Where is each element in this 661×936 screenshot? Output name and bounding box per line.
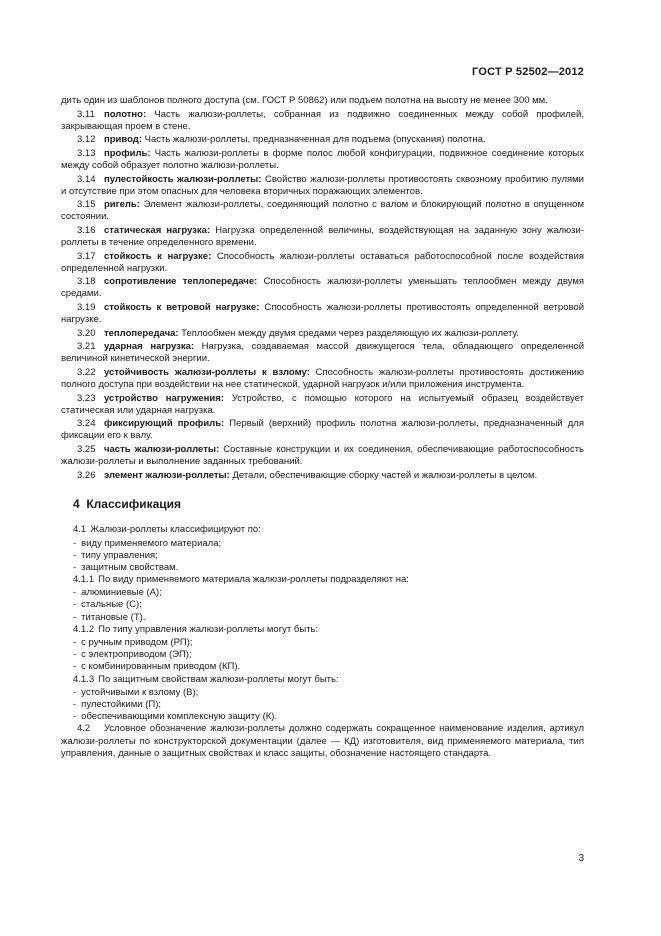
clause-4-2: 4.2 Условное обозначение жалюзи-роллеты должно содержать сокращенное наименование изделия, артикул жалюзи-роллеты по конструкторской документации (далее — КД) изготовителя, вид применяемого материала, тип управления, данные о защитных свойствах и класс защиты, обозначение настоящего стандарта. xyxy=(61,723,584,759)
definition-term: привод: xyxy=(104,134,142,146)
definition-term: профиль: xyxy=(104,147,151,159)
definition-term: теплопередача: xyxy=(104,327,179,339)
list-item: - с ручным приводом (РП); xyxy=(61,637,584,649)
definition-3-11: 3.11 полотно: Часть жалюзи-роллеты, собранная из подвижно соединенных между собой профилей, закрывающая проем в стене. xyxy=(61,108,584,132)
list-item: - устойчивыми к взлому (В); xyxy=(61,687,584,699)
definition-3-15: 3.15 ригель: Элемент жалюзи-роллеты, соединяющий полотно с валом и блокирующий полотно в опущенном состоянии. xyxy=(61,199,584,223)
definition-term: фиксирующий профиль: xyxy=(104,418,225,430)
list-item: - с электроприводом (ЭП); xyxy=(61,649,584,661)
definition-3-13: 3.13 профиль: Часть жалюзи-роллеты в форме полос любой конфигурации, подвижное соединение которых между собой образует полотно жалюзи-роллеты. xyxy=(61,147,584,171)
clause-4-1: 4.1 Жалюзи-роллеты классифицируют по: xyxy=(73,523,261,535)
definition-3-18: 3.18 сопротивление теплопередаче: Способность жалюзи-роллеты уменьшать теплообмен между двумя средами. xyxy=(61,276,584,300)
definition-text: Первый (верхний) профиль полотна жалюзи-роллеты, предназначенный для фиксации его к валу. xyxy=(61,418,584,442)
definition-term: ударная нагрузка: xyxy=(104,341,195,353)
definition-text: Теплообмен между двумя средами через разделяющую их жалюзи-роллету. xyxy=(178,327,519,339)
definition-text: Способность жалюзи-роллеты противостоять определенной ветровой нагрузке. xyxy=(61,302,585,326)
definition-term: полотно: xyxy=(104,108,147,120)
definition-term: статическая нагрузка: xyxy=(104,224,211,236)
list-item: - пулестойкими (П); xyxy=(61,699,584,711)
definition-3-14: 3.14 пулестойкость жалюзи-роллеты: Свойство жалюзи-роллеты противостоять сквозному пробитию пулями и отсутствие при этом опасных для человека вторичных поражающих элементов. xyxy=(61,173,584,197)
list-4-1-1 xyxy=(61,587,584,623)
definition-text: Часть жалюзи-роллеты, предназначенная для подъема (опускания) полотна. xyxy=(141,134,486,146)
definition-3-24: 3.24 фиксирующий профиль: Первый (верхний) профиль полотна жалюзи-роллеты, предназначенный для фиксации его к валу. xyxy=(61,418,584,442)
definition-3-23: 3.23 устройство нагружения: Устройство, с помощью которого на испытуемый образец воздействует статическая или ударная нагрузка. xyxy=(61,392,584,416)
definition-3-25: 3.25 часть жалюзи-роллеты: Составные конструкции и их соединения, обеспечивающие работоспособность жалюзи-роллеты и выполнение заданных требований. xyxy=(61,444,585,468)
list-item: - обеспечивающими комплексную защиту (К). xyxy=(61,711,584,723)
definition-term: стойкость к ветровой нагрузке: xyxy=(104,302,260,313)
definition-term: ригель: xyxy=(104,199,140,211)
clause-4-1-2: 4.1.2 По типу управления жалюзи-роллеты могут быть: xyxy=(73,623,319,635)
section-title: Классификация xyxy=(86,496,182,511)
list-item: - защитным свойствам. xyxy=(61,562,584,574)
definition-text: Способность жалюзи-роллеты оставаться работоспособной после воздействия определенной нагрузки. xyxy=(61,250,584,274)
definition-text: Свойство жалюзи-роллеты противостоять сквозному пробитию пулями и отсутствие при этом опасных для человека вторичных поражающих элементов. xyxy=(61,173,584,197)
definition-3-21: 3.21 ударная нагрузка: Нагрузка, создаваемая массой движущегося тела, обладающего определенной величиной кинетической энергии. xyxy=(61,341,585,365)
definition-term: пулестойкость жалюзи-роллеты: xyxy=(104,173,262,185)
list-item: - стальные (С); xyxy=(61,599,584,611)
definition-text: Часть жалюзи-роллеты в форме полос любой конфигурации, подвижное соединение которых между собой образует полотно жалюзи-роллеты. xyxy=(61,147,584,171)
definition-3-17: 3.17 стойкость к нагрузке: Способность жалюзи-роллеты оставаться работоспособной после воздействия определенной нагрузки. xyxy=(61,250,584,274)
list-item: - типу управления; xyxy=(61,550,584,562)
document-header: ГОСТ Р 52502—2012 xyxy=(472,66,584,78)
definition-text: Нагрузка определенной величины, воздействующая на заданную зону жалюзи-роллеты в течение определенного времени. xyxy=(61,224,584,249)
definition-3-12: 3.12 привод: Часть жалюзи-роллеты, предназначенная для подъема (опускания) полотна. xyxy=(77,134,486,146)
definition-text: Устройство, с помощью которого на испытуемый образец воздействует статическая или ударная нагрузка. xyxy=(61,392,584,416)
definition-text: Часть жалюзи-роллеты, собранная из подвижно соединенных между собой профилей, закрывающая проем в стене. xyxy=(61,108,584,132)
definition-3-20: 3.20 теплопередача: Теплообмен между двумя средами через разделяющую их жалюзи-роллету. xyxy=(77,327,519,339)
page-number: 3 xyxy=(578,853,584,864)
section-number: 4 xyxy=(73,496,80,511)
list-4-1-2 xyxy=(61,637,584,673)
list-item: - с комбинированным приводом (КП). xyxy=(61,661,584,673)
definition-text: Нагрузка, создаваемая массой движущегося тела, обладающего определенной величиной кинетической энергии. xyxy=(61,341,585,365)
list-4-1-3 xyxy=(61,687,584,723)
definition-3-19: 3.19 стойкость к ветровой нагрузке: Способность жалюзи-роллеты противостоять определенной ветровой нагрузке. xyxy=(61,302,585,326)
definition-text: Способность жалюзи-роллеты противостоять достижению полного доступа при воздействии на нее статической, ударной нагрузок и/или приложения инструмента. xyxy=(61,366,584,391)
section-heading xyxy=(73,498,584,510)
clause-4-1-1: 4.1.1 По виду применяемого материала жалюзи-роллеты подразделяют на: xyxy=(73,573,409,585)
list-4-1 xyxy=(61,538,584,574)
document-body xyxy=(61,95,584,761)
definition-term: устойчивость жалюзи-роллеты к взлому: xyxy=(104,366,310,378)
definition-3-16: 3.16 статическая нагрузка: Нагрузка определенной величины, воздействующая на заданную зону жалюзи-роллеты в течение определенного времени. xyxy=(61,224,584,249)
definition-term: сопротивление теплопередаче: xyxy=(104,276,258,288)
list-item: - алюминиевые (А); xyxy=(61,587,584,599)
definition-term: устройство нагружения: xyxy=(104,392,224,404)
definition-3-22: 3.22 устойчивость жалюзи-роллеты к взлому: Способность жалюзи-роллеты противостоять достижению полного доступа при воздействии на нее статической, ударной нагрузок и/или приложения инструмента. xyxy=(61,366,584,391)
definition-term: стойкость к нагрузке: xyxy=(104,250,212,262)
definition-term: элемент жалюзи-роллеты: xyxy=(104,469,230,481)
list-item: - титановые (Т). xyxy=(61,612,584,624)
definition-text: Элемент жалюзи-роллеты, соединяющий полотно с валом и блокирующий полотно в опущенном состоянии. xyxy=(61,199,584,223)
definition-text: Способность жалюзи-роллеты уменьшать теплообмен между двумя средами. xyxy=(61,276,584,300)
definition-text: Детали, обеспечивающие сборку частей и жалюзи-роллеты в целом. xyxy=(229,469,538,481)
definitions-list xyxy=(61,109,584,482)
definition-text: Составные конструкции и их соединения, обеспечивающие работоспособность жалюзи-роллеты и выполнение заданных требований. xyxy=(61,444,585,468)
definition-term: часть жалюзи-роллеты: xyxy=(104,444,220,456)
list-item: - виду применяемого материала; xyxy=(61,538,584,550)
clause-4-1-3: 4.1.3 По защитным свойствам жалюзи-роллеты могут быть: xyxy=(73,673,339,685)
intro-paragraph: дить один из шаблонов полного доступа (см. ГОСТ Р 50862) или подъем полотна на высоту не менее 300 мм. xyxy=(61,95,548,106)
definition-3-26: 3.26 элемент жалюзи-роллеты: Детали, обеспечивающие сборку частей и жалюзи-роллеты в целом. xyxy=(77,469,538,481)
